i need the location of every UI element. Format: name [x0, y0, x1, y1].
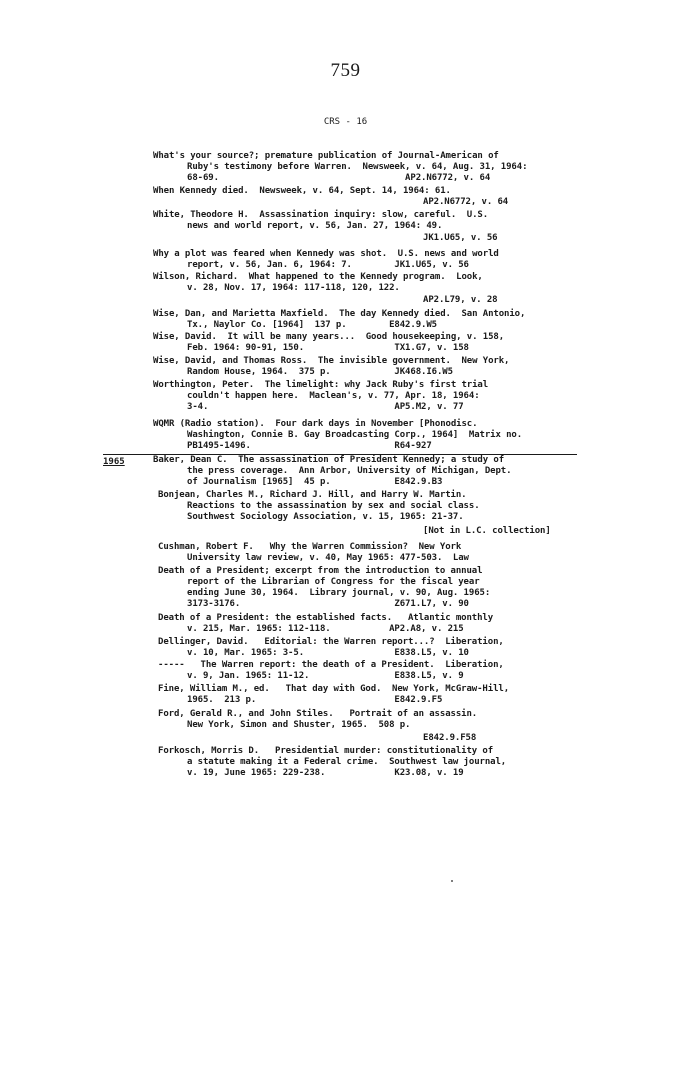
bibliography-line: Cushman, Robert F. Why the Warren Commission? New York	[158, 542, 462, 552]
bibliography-line: a statute making it a Federal crime. Southwest law journal,	[187, 757, 507, 767]
bibliography-line: [Not in L.C. collection]	[423, 526, 551, 536]
bibliography-line: v. 9, Jan. 1965: 11-12. E838.L5, v. 9	[187, 671, 464, 681]
bibliography-line: Death of a President: the established facts. Atlantic monthly	[158, 613, 494, 623]
bibliography-line: Wise, David, and Thomas Ross. The invisible government. New York,	[153, 356, 510, 366]
bibliography-line: Wise, David. It will be many years... Good housekeeping, v. 158,	[153, 332, 505, 342]
bibliography-line: Southwest Sociology Association, v. 15, 1965: 21-37.	[187, 512, 464, 522]
bibliography-line: report, v. 56, Jan. 6, 1964: 7. JK1.U65, v. 56	[187, 260, 469, 270]
bibliography-line: E842.9.F58	[423, 733, 477, 743]
page-number: 759	[330, 60, 361, 81]
bibliography-line: Tx., Naylor Co. [1964] 137 p. E842.9.W5	[187, 320, 437, 330]
bibliography-line: 3-4. AP5.M2, v. 77	[187, 402, 464, 412]
bibliography-line: When Kennedy died. Newsweek, v. 64, Sept. 14, 1964: 61.	[153, 186, 451, 196]
bibliography-line: ending June 30, 1964. Library journal, v. 90, Aug. 1965:	[187, 588, 491, 598]
bibliography-line: Forkosch, Morris D. Presidential murder: constitutionality of	[158, 746, 494, 756]
bibliography-line: the press coverage. Ann Arbor, University of Michigan, Dept.	[187, 466, 512, 476]
bibliography-line: v. 10, Mar. 1965: 3-5. E838.L5, v. 10	[187, 648, 469, 658]
bibliography-line: Why a plot was feared when Kennedy was shot. U.S. news and world	[153, 249, 499, 259]
bibliography-line: news and world report, v. 56, Jan. 27, 1964: 49.	[187, 221, 443, 231]
year-marker: 1965	[103, 457, 125, 467]
bibliography-line: Ford, Gerald R., and John Stiles. Portrait of an assassin.	[158, 709, 478, 719]
bibliography-line: Dellinger, David. Editorial: the Warren report...? Liberation,	[158, 637, 504, 647]
bibliography-line: Reactions to the assassination by sex and social class.	[187, 501, 480, 511]
bibliography-line: 3173-3176. Z671.L7, v. 90	[187, 599, 469, 609]
bibliography-line: JK1.U65, v. 56	[423, 233, 498, 243]
bibliography-line: v. 215, Mar. 1965: 112-118. AP2.A8, v. 215	[187, 624, 464, 634]
bibliography-line: Wise, Dan, and Marietta Maxfield. The day Kennedy died. San Antonio,	[153, 309, 526, 319]
scan-speck	[451, 880, 453, 882]
bibliography-line: Fine, William M., ed. That day with God. New York, McGraw-Hill,	[158, 684, 510, 694]
bibliography-line: Feb. 1964: 90-91, 150. TX1.G7, v. 158	[187, 343, 469, 353]
bibliography-line: Baker, Dean C. The assassination of President Kennedy; a study of	[153, 455, 505, 465]
bibliography-line: WQMR (Radio station). Four dark days in November [Phonodisc.	[153, 419, 478, 429]
bibliography-line: PB1495-1496. R64-927	[187, 441, 432, 451]
bibliography-line: v. 28, Nov. 17, 1964: 117-118, 120, 122.	[187, 283, 400, 293]
bibliography-line: of Journalism [1965] 45 p. E842.9.B3	[187, 477, 443, 487]
bibliography-line: What's your source?; premature publication of Journal-American of	[153, 151, 499, 161]
bibliography-line: University law review, v. 40, May 1965: 477-503. Law	[187, 553, 469, 563]
bibliography-line: Wilson, Richard. What happened to the Kennedy program. Look,	[153, 272, 483, 282]
bibliography-line: Bonjean, Charles M., Richard J. Hill, and Harry W. Martin.	[158, 490, 467, 500]
bibliography-line: v. 19, June 1965: 229-238. K23.08, v. 19	[187, 768, 464, 778]
bibliography-line: AP2.L79, v. 28	[423, 295, 498, 305]
bibliography-line: report of the Librarian of Congress for the fiscal year	[187, 577, 480, 587]
bibliography-line: couldn't happen here. Maclean's, v. 77, Apr. 18, 1964:	[187, 391, 480, 401]
bibliography-line: Random House, 1964. 375 p. JK468.I6.W5	[187, 367, 453, 377]
bibliography-line: 1965. 213 p. E842.9.F5	[187, 695, 443, 705]
bibliography-line: New York, Simon and Shuster, 1965. 508 p.	[187, 720, 411, 730]
bibliography-line: Worthington, Peter. The limelight: why Jack Ruby's first trial	[153, 380, 489, 390]
bibliography-line: AP2.N6772, v. 64	[423, 197, 509, 207]
bibliography-line: White, Theodore H. Assassination inquiry: slow, careful. U.S.	[153, 210, 489, 220]
bibliography-line: ----- The Warren report: the death of a President. Liberation,	[158, 660, 504, 670]
bibliography-line: Ruby's testimony before Warren. Newsweek, v. 64, Aug. 31, 1964:	[187, 162, 528, 172]
bibliography-line: Death of a President; excerpt from the introduction to annual	[158, 566, 483, 576]
bibliography-line: 68-69. AP2.N6772, v. 64	[187, 173, 491, 183]
bibliography-line: Washington, Connie B. Gay Broadcasting Corp., 1964] Matrix no.	[187, 430, 523, 440]
section-code: CRS - 16	[323, 117, 368, 127]
